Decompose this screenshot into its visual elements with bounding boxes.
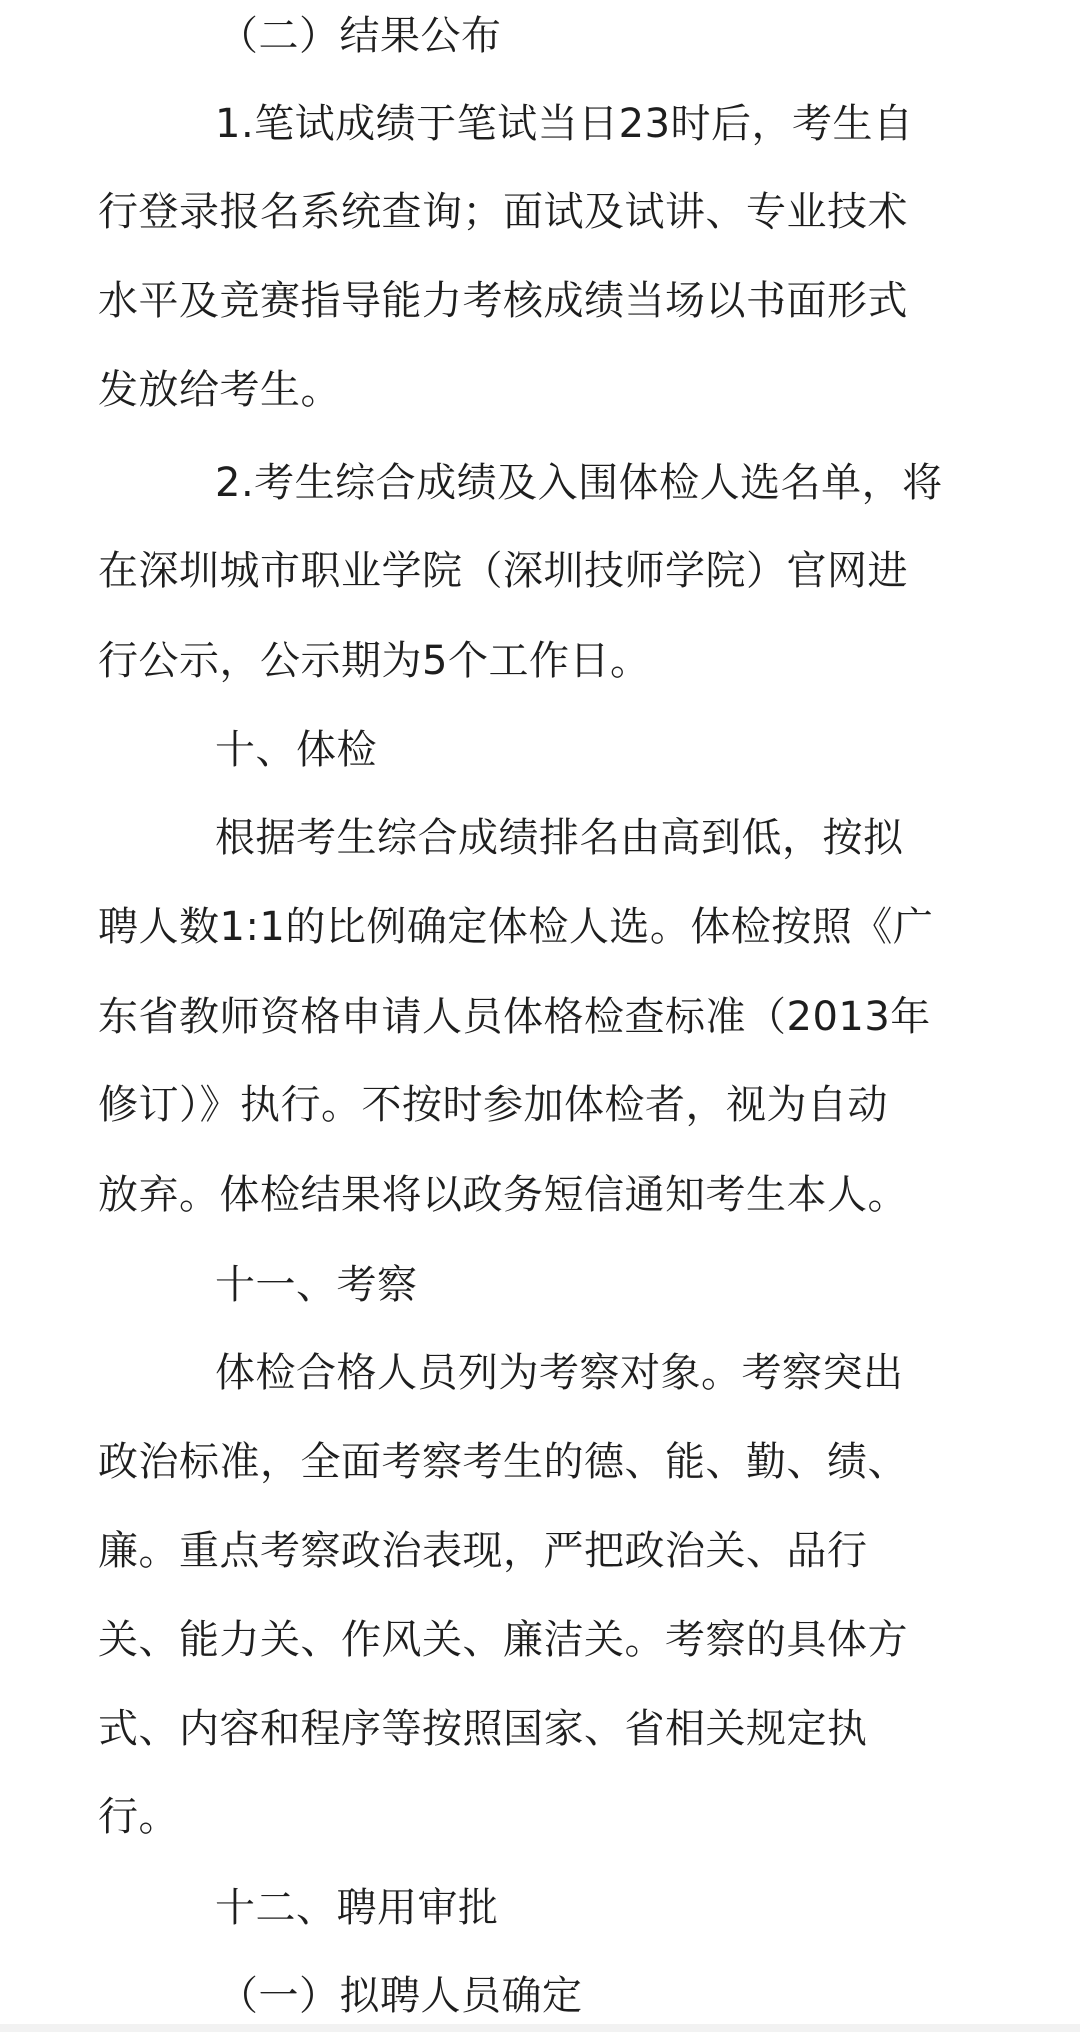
paragraph-line: 东省教师资格申请人员体格检查标准（2013年	[98, 994, 931, 1040]
paragraph-line: 1.笔试成绩于笔试当日23时后，考生自	[215, 101, 914, 147]
paragraph-line: 行。	[98, 1794, 179, 1840]
paragraph-line: 式、内容和程序等按照国家、省相关规定执	[98, 1706, 868, 1752]
paragraph-line: 2.考生综合成绩及入围体检人选名单，将	[215, 460, 943, 506]
paragraph-line: 行公示，公示期为5个工作日。	[98, 638, 651, 684]
section-heading-inspection: 十一、考察	[215, 1262, 418, 1308]
paragraph-line: 水平及竞赛指导能力考核成绩当场以书面形式	[98, 278, 908, 324]
paragraph-line: 修订）》执行。不按时参加体检者，视为自动	[98, 1082, 888, 1128]
paragraph-line: 在深圳城市职业学院（深圳技师学院）官网进	[98, 548, 908, 594]
paragraph-line: 关、能力关、作风关、廉洁关。考察的具体方	[98, 1617, 908, 1663]
paragraph-line: 行登录报名系统查询；面试及试讲、专业技术	[98, 189, 908, 235]
bottom-divider	[0, 2024, 1080, 2032]
paragraph-line: 体检合格人员列为考察对象。考察突出	[215, 1350, 904, 1396]
paragraph-line: 廉。重点考察政治表现，严把政治关、品行	[98, 1528, 868, 1574]
paragraph-line: 发放给考生。	[98, 367, 341, 413]
section-heading-approval: 十二、聘用审批	[215, 1885, 499, 1931]
paragraph-line: 放弃。体检结果将以政务短信通知考生本人。	[98, 1172, 908, 1218]
section-heading-results: （二）结果公布	[218, 13, 502, 59]
subsection-heading-candidates: （一）拟聘人员确定	[218, 1973, 583, 2019]
paragraph-line: 政治标准，全面考察考生的德、能、勤、绩、	[98, 1439, 908, 1485]
section-heading-physical-exam: 十、体检	[215, 727, 377, 773]
paragraph-line: 聘人数1:1的比例确定体检人选。体检按照《广	[98, 904, 934, 950]
paragraph-line: 根据考生综合成绩排名由高到低，按拟	[215, 815, 904, 861]
